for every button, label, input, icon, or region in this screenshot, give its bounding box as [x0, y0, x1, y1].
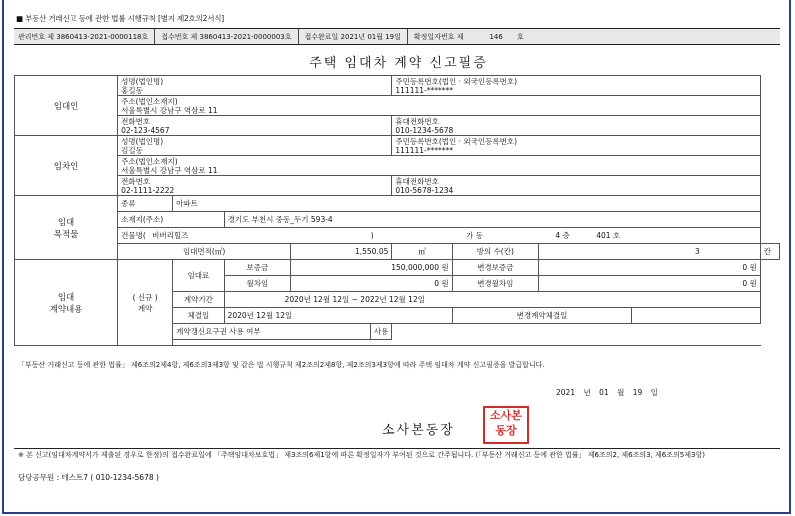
landlord-id: 111111-******* [395, 85, 453, 95]
property-section-line2: 목적물 [53, 229, 79, 240]
rooms-unit: 칸 [760, 244, 779, 260]
issue-date [556, 387, 658, 398]
footnote: ※ 본 신고(임대차계약서가 제출된 경우로 한정)의 접수완료일에 「주택임대차보호법」 제3조의6제1항에 따른 확정일자가 부여된 것으로 간주됩니다. (「부동산 거래신고 등에 관한 법률」 제6조의2, 제6조의3, 제6조의5제3항) [18, 451, 705, 459]
seal-line1: 소사본 [490, 409, 522, 422]
contract-section-line2: 계약내용 [49, 304, 83, 315]
monthly-rent-label: 월차임 [224, 276, 291, 292]
spacer-cell [173, 340, 761, 346]
tenant-phone-label: 전화번호 [121, 176, 151, 186]
rooms-label: 방의 수(칸) [452, 244, 538, 260]
registration-number-bar [14, 28, 780, 45]
change-signed-date-label: 변경계약체결일 [452, 308, 632, 324]
landlord-name-label: 성명(법인명) [121, 76, 164, 86]
issue-year-unit: 년 [583, 388, 591, 397]
report-table [14, 75, 780, 346]
property-type-label: 종류 [118, 196, 173, 212]
seal-line2: 동장 [495, 424, 517, 437]
rental-area-unit: ㎡ [392, 244, 452, 260]
issue-month-unit: 월 [617, 388, 625, 397]
divider [154, 29, 155, 44]
renewal-right-label: 계약갱신요구권 사용 여부 [173, 324, 371, 340]
document-title: 주택 임대차 계약 신고필증 [309, 56, 488, 71]
tenant-address: 서울특별시 강남구 역삼로 11 [121, 165, 218, 175]
blank-cell [392, 324, 760, 340]
tenant-id: 111111-******* [395, 145, 453, 155]
landlord-phone: 02-123-4567 [121, 125, 170, 135]
issue-day-unit: 일 [650, 388, 658, 397]
fixed-date-number-label: 확정일자번호 제 [413, 32, 464, 41]
contract-period: 2020년 12월 12일 ~ 2022년 12월 12일 [224, 292, 760, 308]
building-name: 비버리힐즈 [152, 231, 189, 240]
deposit-label: 보증금 [224, 260, 291, 276]
legal-basis-note: 「부동산 거래신고 등에 관한 법률」 제6조의2제4항, 제6조의3제3항 및 같은 법 시행규칙 제2조의2제8항, 제2조의3제3항에 따라 주택 임대차 계약 신고필증을 발급합니다. [18, 361, 545, 369]
tenant-phone: 02-1111-2222 [121, 185, 175, 195]
landlord-address-label: 주소(법인소재지) [121, 96, 178, 106]
contract-period-label: 계약기간 [173, 292, 224, 308]
issuing-office: 소사본동장 [382, 423, 455, 438]
changed-deposit-amount: 0 원 [539, 260, 761, 276]
rental-area-label: 임대면적(㎡) [118, 244, 291, 260]
form-law-reference: ■ 부동산 거래신고 등에 관한 법률 시행규칙 [별지 제2호의2서식] [16, 14, 225, 23]
deposit-amount: 150,000,000 원 [291, 260, 452, 276]
officer-contact: 담당공무원 : 테스트7 ( 010-1234-5678 ) [18, 473, 159, 482]
changed-monthly-amount: 0 원 [539, 276, 761, 292]
contract-kind-line1: ( 신규 ) [132, 292, 158, 302]
tenant-address-label: 주소(법인소재지) [121, 156, 178, 166]
fixed-date-number: 146 [489, 32, 503, 41]
building-floor: 4 층 [555, 231, 570, 240]
property-section-label [15, 196, 118, 260]
management-number: 관리번호 제 3860413-2021-0000118호 [18, 32, 149, 41]
changed-deposit-label: 변경보증금 [452, 260, 538, 276]
landlord-id-label: 주민등록번호(법인 · 외국인등록번호) [395, 76, 518, 86]
contract-kind [118, 260, 173, 346]
divider [298, 29, 299, 44]
official-seal [483, 406, 529, 444]
changed-monthly-label: 변경월차임 [452, 276, 538, 292]
signed-date-label: 체결일 [173, 308, 224, 324]
tenant-section-label: 임차인 [15, 136, 118, 196]
contract-section-line1: 임대 [57, 292, 75, 303]
renewal-right-value: 사용 [370, 324, 392, 340]
property-section-line1: 임대 [57, 217, 75, 228]
tenant-name-label: 성명(법인명) [121, 136, 164, 146]
building-name-close: ) [370, 231, 374, 240]
document-frame [2, 0, 791, 514]
property-location-label: 소재지(주소) [118, 212, 224, 228]
change-signed-date [632, 308, 760, 324]
landlord-address: 서울특별시 강남구 역삼로 11 [121, 105, 218, 115]
landlord-mobile-label: 휴대전화번호 [395, 116, 439, 126]
signed-date: 2020년 12월 12일 [224, 308, 452, 324]
issue-month: 01 [599, 388, 609, 397]
tenant-mobile-label: 휴대전화번호 [395, 176, 439, 186]
building-dong: 가 동 [466, 231, 483, 240]
tenant-mobile: 010-5678-1234 [395, 185, 454, 195]
receipt-date: 접수완료일 2021년 01월 19일 [304, 32, 401, 41]
property-type: 아파트 [173, 196, 761, 212]
tenant-name: 김길동 [121, 145, 143, 155]
monthly-rent-amount: 0 원 [291, 276, 452, 292]
divider [14, 448, 780, 449]
contract-kind-line2: 계약 [137, 303, 153, 313]
rooms-count: 3 [539, 244, 761, 260]
receipt-number: 접수번호 제 3860413-2021-0000003호 [161, 32, 292, 41]
issue-year: 2021 [556, 388, 576, 397]
building-unit: 401 호 [596, 231, 621, 240]
landlord-phone-label: 전화번호 [121, 116, 151, 126]
contract-section-label [15, 260, 118, 346]
tenant-id-label: 주민등록번호(법인 · 외국인등록번호) [395, 136, 518, 146]
issue-day: 19 [632, 388, 643, 397]
landlord-name: 홍길동 [121, 85, 143, 95]
property-location: 경기도 부천시 중동_두기 593-4 [224, 212, 760, 228]
rental-area: 1,550.05 [291, 244, 392, 260]
building-name-label: 건물명( [121, 231, 146, 240]
landlord-mobile: 010-1234-5678 [395, 125, 454, 135]
landlord-section-label: 임대인 [15, 76, 118, 136]
rent-label: 임대료 [173, 260, 224, 292]
fixed-date-number-suffix: 호 [516, 32, 524, 41]
divider [407, 29, 408, 44]
